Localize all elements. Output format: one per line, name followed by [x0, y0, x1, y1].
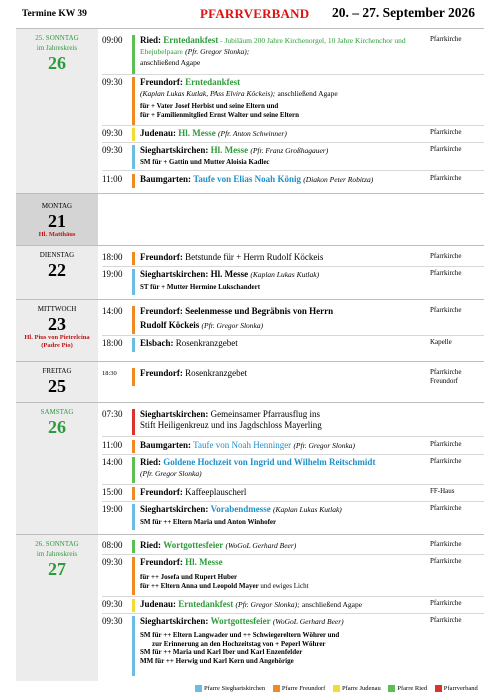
event-priest: (Pfr. Gregor Slonka) [140, 469, 202, 478]
week-label: Termine KW 39 [22, 9, 87, 19]
event-place: Ried: [140, 35, 161, 45]
event-time: 09:30 [102, 77, 123, 87]
legend-item [435, 685, 478, 692]
event-time: 07:30 [102, 409, 123, 419]
event-location: Pfarrkirche [430, 145, 462, 153]
event [102, 35, 484, 75]
event-body [140, 440, 430, 451]
divider [102, 335, 484, 336]
event-location: Pfarrkirche [430, 504, 462, 512]
date-range: 20. – 27. September 2026 [332, 5, 475, 20]
event-intention: für ++ Josefa und Rupert Huber [140, 573, 238, 581]
event-priest: (WoGoL Gerhard Beer) [272, 617, 344, 626]
divider [102, 170, 484, 171]
event-time: 18:30 [102, 370, 117, 377]
parish-color-bar [132, 557, 135, 595]
day-cell [16, 362, 98, 403]
parish-color-bar [132, 35, 135, 75]
event-intention: für + Vater Josef Herbist und seine Eltern und [140, 102, 279, 110]
event-location: Pfarrkirche [430, 540, 462, 548]
event-priest: (Kaplan Lukas Kutlak, PAss Elvira Köckeis); [140, 89, 276, 98]
event-body [140, 368, 430, 379]
event-priest: (Kaplan Lukas Kutlak) [250, 270, 320, 279]
event [102, 457, 484, 483]
event-title: Erntedankfest [178, 599, 234, 609]
event-intention: ST für + Mutter Hermine Lukschandert [140, 283, 261, 291]
event-priest: (Pfr. Gregor Slonka); [235, 600, 300, 609]
day-wednesday-23 [16, 299, 484, 362]
event-title: Hl. Messe [210, 269, 249, 279]
day-name: MITTWOCH [37, 305, 77, 313]
legend-item [273, 685, 326, 692]
event-extra: anschließend Agape [277, 89, 338, 98]
parish-color-bar [132, 540, 135, 553]
divider [102, 501, 484, 502]
event-place: Sieghartskirchen: [140, 145, 209, 155]
event-extra: anschließend Agape [301, 600, 363, 609]
event-place: Judenau: [140, 128, 177, 138]
event-body [140, 616, 430, 665]
event [102, 338, 484, 352]
day-cell [16, 403, 98, 535]
legend-item [333, 685, 381, 692]
event-intention: SM für ++ Eltern Maria und Anton Winhofer [140, 518, 277, 526]
event-intention: für + Familienmitglied Ernst Walter und seine Eltern [140, 110, 299, 119]
day-cell [16, 29, 98, 194]
event-place: Baumgarten: [140, 440, 191, 450]
event-time: 09:30 [102, 616, 123, 626]
event-place: Sieghartskirchen: [140, 269, 209, 279]
legend-item [388, 685, 427, 692]
day-name: SAMSTAG [40, 408, 74, 416]
event-body [140, 77, 430, 119]
event-location: Pfarrkirche [430, 616, 462, 624]
day-number: 25 [48, 376, 66, 396]
event-priest: (Diakon Peter Robitza) [303, 175, 374, 184]
event-title: Wortgottesfeier [210, 616, 271, 626]
event-place: Freundorf: [140, 368, 183, 378]
divider [102, 554, 484, 555]
event-title: Hl. Messe [185, 557, 223, 567]
event-body [140, 409, 430, 431]
event-intention: SM für ++ Eltern Langwader und ++ Schwiegereltern Wöhrer und [140, 631, 340, 639]
event-body [140, 128, 430, 139]
event [102, 269, 484, 295]
day-cell [16, 300, 98, 362]
divider [102, 266, 484, 267]
event-title: Vorabendmesse [210, 504, 271, 514]
day-note: Hl. Matthäus [38, 231, 76, 238]
event-location [430, 368, 490, 386]
event-time: 15:00 [102, 487, 123, 497]
event-intention: zur Erinnerung an den Hochzeitstag von + Peperl Wöhrer [152, 639, 326, 648]
event-title: Taufe von Noah Henninger [193, 440, 292, 450]
event-title-2: Rudolf Köckeis [140, 320, 200, 330]
event-location: Pfarrkirche [430, 128, 462, 136]
day-saturday-26 [16, 402, 484, 535]
event-location: Pfarrkirche [430, 252, 462, 260]
event-intention: SM für + Gattin und Mutter Aloisia Kadlec [140, 158, 270, 166]
legend-label: Pfarre Sieghartskirchen [204, 685, 266, 692]
event-extra: anschließend Agape [140, 58, 201, 67]
divider [102, 74, 484, 75]
event-place: Sieghartskirchen: [140, 409, 209, 419]
event-time: 08:00 [102, 540, 123, 550]
event-intention-extra: und ewiges Licht [260, 581, 309, 590]
event-body [140, 145, 430, 167]
event-body [140, 306, 430, 333]
event-body [140, 504, 430, 527]
event-place: Ried: [140, 457, 161, 467]
event-title: Erntedankfest [163, 35, 219, 45]
event-location: Pfarrkirche [430, 599, 462, 607]
event-location-line: Pfarrkirche [430, 368, 462, 376]
event [102, 252, 484, 265]
event [102, 599, 484, 612]
event-time: 19:00 [102, 504, 123, 514]
day-note: im Jahreskreis [36, 550, 78, 558]
event-priest: (Pfr. Gregor Slonka) [201, 321, 264, 330]
page-title: PFARRVERBAND [200, 6, 310, 21]
event-time: 09:00 [102, 35, 123, 45]
event-time: 09:30 [102, 145, 123, 155]
event-time: 09:30 [102, 557, 123, 567]
event [102, 440, 484, 453]
event [102, 77, 484, 125]
event-location: Pfarrkirche [430, 440, 462, 448]
event-body [140, 338, 430, 349]
event [102, 174, 484, 188]
event-body [140, 252, 430, 263]
event-place: Baumgarten: [140, 174, 191, 184]
event-time: 19:00 [102, 269, 123, 279]
event-place: Freundorf: [140, 306, 183, 316]
event-place: Sieghartskirchen: [140, 504, 209, 514]
event-location: Pfarrkirche [430, 174, 462, 182]
day-name: DIENSTAG [39, 251, 75, 259]
day-name: 25. SONNTAG [35, 34, 79, 42]
parish-color-bar [132, 252, 135, 265]
event-place: Sieghartskirchen: [140, 616, 209, 626]
parish-legend [195, 685, 495, 692]
event [102, 128, 484, 141]
parish-color-bar [132, 145, 135, 169]
event [102, 487, 484, 500]
event-title: Wortgottesfeier [163, 540, 224, 550]
event-time: 18:00 [102, 252, 123, 262]
day-number: 27 [48, 559, 66, 579]
day-number: 23 [48, 314, 66, 334]
event-location: Kapelle [430, 338, 452, 346]
event-description: Kaffeeplauscherl [185, 487, 247, 497]
event-description: - Jubiläum 200 Jahre Kirchenorgel, 10 Jahre Kirchenchor und Ehejubelpaare [140, 36, 406, 56]
event-priest: (Pfr. Franz Großhagauer) [250, 146, 329, 155]
event-intention [140, 582, 430, 591]
parish-color-bar [132, 269, 135, 295]
parish-color-bar [132, 77, 135, 125]
parish-color-bar [132, 368, 135, 386]
event-time: 18:00 [102, 338, 123, 348]
event [102, 145, 484, 169]
parish-color-bar [132, 409, 135, 435]
divider [102, 125, 484, 126]
event-description-2: Stift Heiligenkreuz und ins Jagdschloss Mayerling [140, 420, 322, 430]
event-time: 11:00 [102, 440, 123, 450]
parish-color-bar [132, 457, 135, 483]
event-intention: MM für ++ Herwig und Karl Kern und Angehörige [140, 656, 294, 665]
event-intention-text: für ++ Eltern Anna und Leopold Mayer [140, 581, 259, 590]
event-body [140, 174, 430, 185]
event-title: Erntedankfest [185, 77, 241, 87]
event-time: 14:00 [102, 306, 123, 316]
event-place: Freundorf: [140, 487, 183, 497]
event [102, 540, 484, 553]
day-name: 26. SONNTAG [35, 540, 79, 548]
parish-color-bar [132, 128, 135, 141]
event-location: Pfarrkirche [430, 457, 462, 465]
event-body [140, 540, 430, 551]
parish-color-bar [132, 487, 135, 500]
divider [102, 484, 484, 485]
legend-item [195, 685, 265, 692]
event-title: Goldene Hochzeit von Ingrid und Wilhelm Reitschmidt [163, 457, 376, 467]
day-number: 26 [48, 417, 66, 437]
event-location: FF-Haus [430, 487, 455, 495]
event-place: Elsbach: [140, 338, 174, 348]
event-description: Gemeinsamer Pfarrausflug ins [210, 409, 321, 419]
divider [102, 454, 484, 455]
event-priest: (WoGoL Gerhard Beer) [225, 541, 297, 550]
event-time: 09:30 [102, 599, 123, 609]
day-cell [16, 535, 98, 681]
event-body [140, 35, 430, 68]
day-monday-21 [16, 193, 484, 246]
event-time: 11:00 [102, 174, 123, 184]
day-name: MONTAG [41, 202, 73, 210]
event-intention: SM für ++ Maria und Karl Iber und Karl Enzenfelder [140, 648, 303, 656]
event-body [140, 557, 430, 590]
event-body [140, 487, 430, 498]
divider [102, 613, 484, 614]
event-description: Rosenkranzgebet [185, 368, 248, 378]
event-description: Betstunde für + Herrn Rudolf Köckeis [185, 252, 324, 262]
event [102, 557, 484, 595]
parish-color-bar [132, 599, 135, 612]
event-place: Freundorf: [140, 252, 183, 262]
event-title: Seelenmesse und Begräbnis von Herrn [185, 306, 334, 316]
event-description: Rosenkranzgebet [175, 338, 238, 348]
day-tuesday-22 [16, 245, 484, 300]
event-place: Freundorf: [140, 77, 183, 87]
event-location: Pfarrkirche [430, 557, 462, 565]
event-title: Hl. Messe [178, 128, 216, 138]
day-name: FREITAG [42, 367, 72, 375]
parish-color-bar [132, 174, 135, 188]
event-title: Taufe von Elias Noah König [193, 174, 301, 184]
event-location: Pfarrkirche [430, 306, 462, 314]
event [102, 306, 484, 334]
event-place: Ried: [140, 540, 161, 550]
parish-color-bar [132, 338, 135, 352]
day-number: 22 [48, 260, 66, 280]
event [102, 616, 484, 676]
event-priest: (Pfr. Anton Schwinner) [218, 129, 287, 138]
day-number: 21 [48, 211, 66, 231]
event-place: Judenau: [140, 599, 177, 609]
divider [102, 142, 484, 143]
day-cell [16, 246, 98, 300]
event-location-line-2: Freundorf [430, 377, 458, 385]
event-priest: (Pfr. Gregor Slonka) [293, 441, 356, 450]
legend-label: Pfarrverband [443, 685, 478, 692]
event-location: Pfarrkirche [430, 269, 462, 277]
day-number: 26 [48, 53, 66, 73]
event-time: 14:00 [102, 457, 123, 467]
day-note-2: (Padre Pio) [41, 342, 73, 349]
event [102, 504, 484, 530]
event-body [140, 269, 430, 292]
day-note: Hl. Pius von Pietrelcina [24, 334, 90, 341]
parish-color-bar [132, 440, 135, 453]
divider [102, 436, 484, 437]
day-sunday-27 [16, 534, 484, 681]
day-note: im Jahreskreis [36, 44, 78, 52]
day-friday-25 [16, 361, 484, 403]
event-priest: (Kaplan Lukas Kutlak) [273, 505, 342, 514]
event [102, 409, 484, 435]
parish-color-bar [132, 504, 135, 530]
legend-label: Pfarre Freundorf [281, 685, 326, 692]
event-body [140, 599, 430, 610]
page-header [0, 0, 495, 28]
event-body [140, 457, 430, 479]
event-title: Hl. Messe [210, 145, 249, 155]
legend-label: Pfarre Judenau [341, 685, 381, 692]
parish-color-bar [132, 616, 135, 676]
divider [102, 596, 484, 597]
day-sunday-20 [16, 28, 484, 194]
legend-label: Pfarre Ried [397, 685, 428, 692]
parish-color-bar [132, 306, 135, 334]
day-cell [16, 194, 98, 246]
event-time: 09:30 [102, 128, 123, 138]
event-place: Freundorf: [140, 557, 183, 567]
event-priest: (Pfr. Gregor Slonka); [185, 47, 250, 56]
event [102, 368, 484, 386]
event-location: Pfarrkirche [430, 35, 462, 43]
